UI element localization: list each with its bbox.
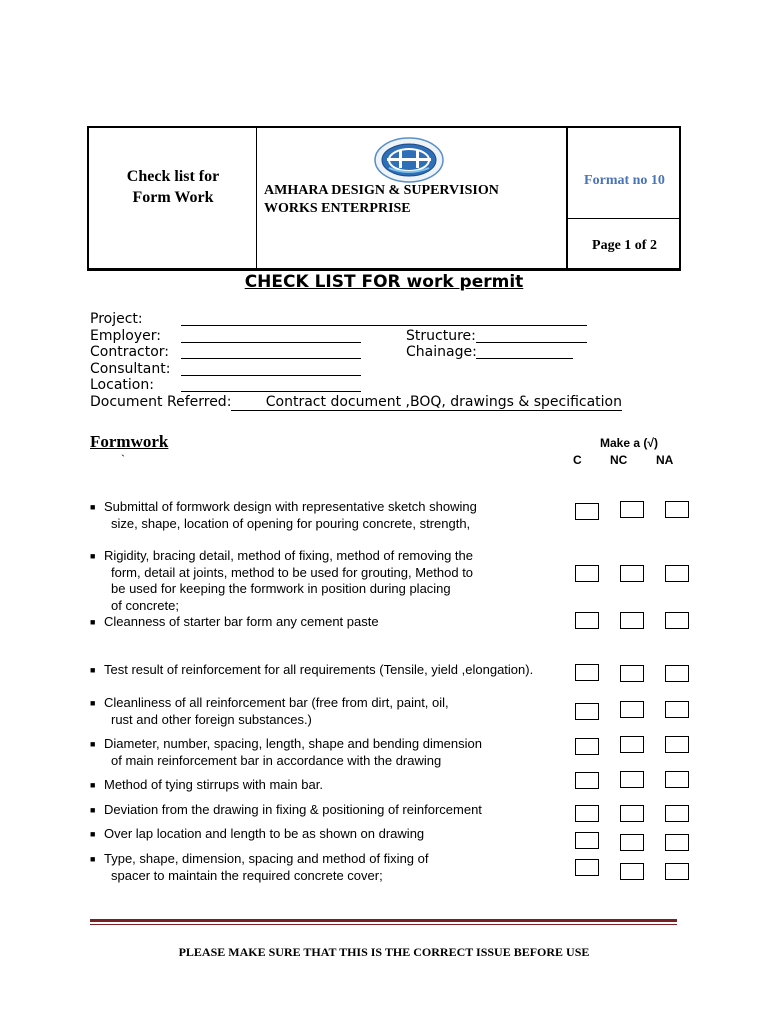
checklist-title xyxy=(89,166,257,208)
item-text-line: be used for keeping the formwork in position during placing xyxy=(111,581,451,596)
chainage-field[interactable] xyxy=(476,358,573,359)
checkbox-na[interactable] xyxy=(665,565,689,582)
consultant-field[interactable] xyxy=(181,375,361,376)
checkbox-c[interactable] xyxy=(575,805,599,822)
location-label: Location: xyxy=(90,377,154,393)
section-tick-mark: ` xyxy=(121,452,125,466)
checkbox-nc[interactable] xyxy=(620,863,644,880)
header-meta-divider xyxy=(568,218,681,219)
checkbox-nc[interactable] xyxy=(620,805,644,822)
chainage-label: Chainage: xyxy=(406,344,477,360)
checkbox-c[interactable] xyxy=(575,703,599,720)
organization-name xyxy=(264,182,499,218)
checkbox-nc[interactable] xyxy=(620,771,644,788)
project-label: Project: xyxy=(90,311,143,327)
bullet-icon: ■ xyxy=(90,502,96,512)
checkbox-na[interactable] xyxy=(665,863,689,880)
item-text-line: rust and other foreign substances.) xyxy=(111,711,312,727)
consultant-label: Consultant: xyxy=(90,361,171,377)
project-field[interactable] xyxy=(181,325,587,326)
organization-name-line1: AMHARA DESIGN & SUPERVISION xyxy=(264,183,499,198)
checkbox-na[interactable] xyxy=(665,612,689,629)
item-text-line: of main reinforcement bar in accordance with the drawing xyxy=(111,752,442,768)
checkbox-na[interactable] xyxy=(665,701,689,718)
location-field[interactable] xyxy=(181,391,361,392)
contractor-label: Contractor: xyxy=(90,344,170,360)
checkbox-c[interactable] xyxy=(575,664,599,681)
item-text-line: Rigidity, bracing detail, method of fixing, method of removing the xyxy=(104,548,474,563)
item-text-line: form, detail at joints, method to be used for grouting, Method to xyxy=(111,564,474,580)
document-referred-value: Contract document ,BOQ, drawings & specification xyxy=(231,394,622,411)
document-referred-label: Document Referred: xyxy=(90,394,232,410)
structure-label: Structure: xyxy=(406,328,476,344)
footer-rule-thin xyxy=(90,924,677,925)
checkbox-c[interactable] xyxy=(575,738,599,755)
section-title: Formwork xyxy=(90,432,169,451)
item-text-line: Method of tying stirrups with main bar. xyxy=(104,777,323,792)
checkbox-nc[interactable] xyxy=(620,834,644,851)
bullet-icon: ■ xyxy=(90,854,96,864)
checkbox-nc[interactable] xyxy=(620,565,644,582)
format-number: Format no 10 xyxy=(584,173,665,188)
column-header-na: NA xyxy=(656,453,674,467)
checkbox-c[interactable] xyxy=(575,503,599,520)
header-title-cell xyxy=(89,128,257,268)
bullet-icon: ■ xyxy=(90,551,96,561)
checkbox-nc[interactable] xyxy=(620,612,644,629)
checkbox-na[interactable] xyxy=(665,665,689,682)
item-text-line: Cleanliness of all reinforcement bar (free from dirt, paint, oil, xyxy=(104,695,449,710)
checkbox-na[interactable] xyxy=(665,805,689,822)
checkbox-nc[interactable] xyxy=(620,736,644,753)
item-text-line: Cleanness of starter bar form any cement paste xyxy=(104,614,379,629)
bullet-icon: ■ xyxy=(90,805,96,815)
item-text-line: Test result of reinforcement for all requirements (Tensile, yield ,elongation). xyxy=(104,662,534,677)
organization-name-line2: WORKS ENTERPRISE xyxy=(264,201,411,216)
item-text-line: Diameter, number, spacing, length, shape and bending dimension xyxy=(104,736,482,751)
page-number: Page 1 of 2 xyxy=(592,238,657,253)
checkbox-c[interactable] xyxy=(575,859,599,876)
organization-logo-icon xyxy=(373,136,445,184)
checkbox-c[interactable] xyxy=(575,832,599,849)
checkbox-na[interactable] xyxy=(665,501,689,518)
item-text-line: Deviation from the drawing in fixing & positioning of reinforcement xyxy=(104,802,482,817)
employer-field[interactable] xyxy=(181,342,361,343)
bullet-icon: ■ xyxy=(90,829,96,839)
checkbox-c[interactable] xyxy=(575,565,599,582)
item-text-line: size, shape, location of opening for pouring concrete, strength, xyxy=(111,515,471,531)
checkbox-nc[interactable] xyxy=(620,701,644,718)
checklist-title-line1: Check list for xyxy=(126,168,220,185)
column-header-c: C xyxy=(573,453,582,467)
employer-label: Employer: xyxy=(90,328,161,344)
item-text-line: spacer to maintain the required concrete cover; xyxy=(111,867,383,883)
footer-rule-thick xyxy=(90,919,677,922)
footer-notice: PLEASE MAKE SURE THAT THIS IS THE CORRECT ISSUE BEFORE USE xyxy=(178,945,590,959)
page-title: CHECK LIST FOR work permit xyxy=(244,272,524,292)
item-text-line: Over lap location and length to be as shown on drawing xyxy=(104,826,425,841)
bullet-icon: ■ xyxy=(90,780,96,790)
header-table xyxy=(87,126,681,271)
column-header-nc: NC xyxy=(610,453,628,467)
checkbox-c[interactable] xyxy=(575,612,599,629)
item-text-line: of concrete; xyxy=(111,597,179,613)
item-text-line: Type, shape, dimension, spacing and method of fixing of xyxy=(104,851,429,866)
checkbox-nc[interactable] xyxy=(620,665,644,682)
make-a-check-header: Make a (√) xyxy=(600,436,658,450)
item-text-line: Submittal of formwork design with representative sketch showing xyxy=(104,499,477,514)
checkbox-nc[interactable] xyxy=(620,501,644,518)
checkbox-c[interactable] xyxy=(575,772,599,789)
checkbox-na[interactable] xyxy=(665,736,689,753)
bullet-icon: ■ xyxy=(90,739,96,749)
checklist-title-line2: Form Work xyxy=(132,189,214,206)
checkbox-na[interactable] xyxy=(665,834,689,851)
checkbox-na[interactable] xyxy=(665,771,689,788)
contractor-field[interactable] xyxy=(181,358,361,359)
bullet-icon: ■ xyxy=(90,665,96,675)
bullet-icon: ■ xyxy=(90,617,96,627)
structure-field[interactable] xyxy=(476,342,587,343)
bullet-icon: ■ xyxy=(90,698,96,708)
header-meta-cell xyxy=(566,128,681,268)
